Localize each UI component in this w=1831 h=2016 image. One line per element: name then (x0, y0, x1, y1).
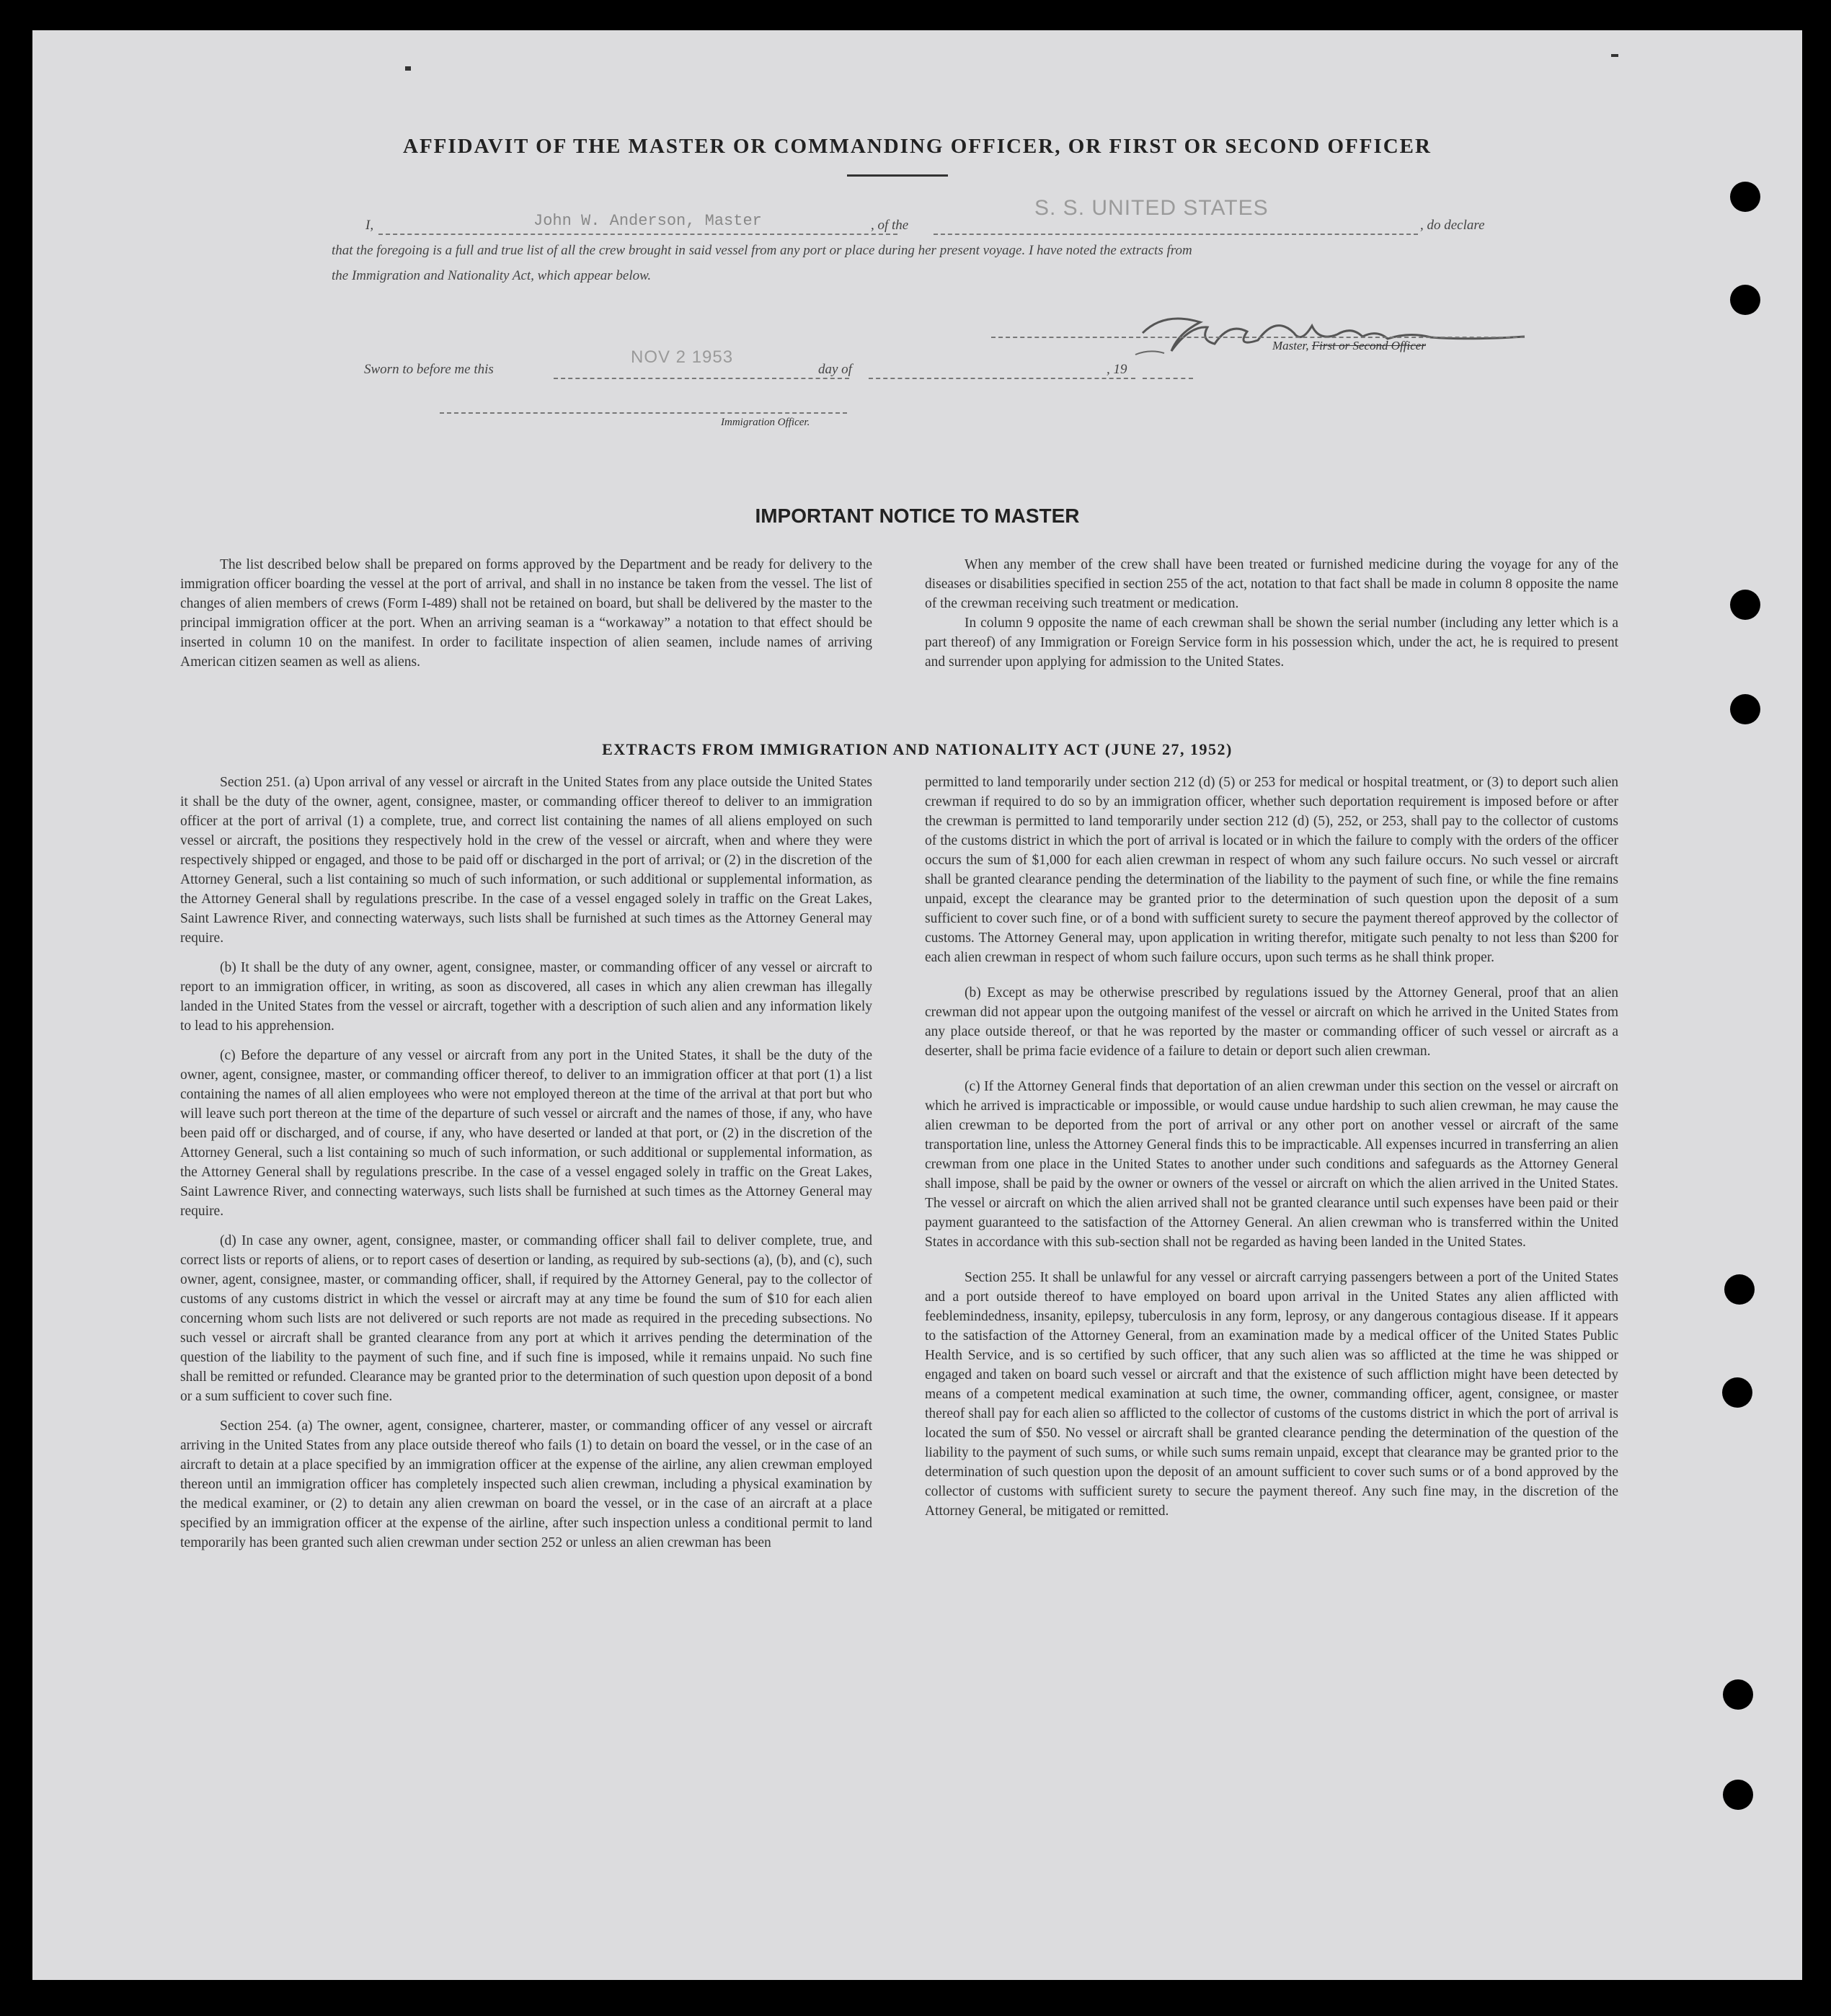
section-251-b: (b) It shall be the duty of any owner, agent, consignee, master, or commanding officer of any vessel or aircraft to report to an immigration officer, in writing, as soon as discovered, all cases in which any alien crewman has illegally landed in the United States from the vessel or aircraft, together with a description of such alien and any information likely to lead to his apprehension. (180, 960, 872, 1034)
vessel-line (934, 234, 1418, 235)
notice-heading: IMPORTANT NOTICE TO MASTER (755, 505, 1080, 527)
name-line (378, 234, 897, 235)
binder-hole (1723, 1780, 1753, 1810)
sworn-label: Sworn to before me this (364, 362, 494, 377)
sworn-month-line (869, 378, 1135, 379)
binder-hole (1730, 694, 1760, 724)
signature-caption (1272, 339, 1426, 353)
notice-right-paragraph-2: In column 9 opposite the name of each crewman shall be shown the serial number (including any letter which is a part thereof) of any Immigration or Foreign Service form in his possession which, under the act, he is required to present and surrender upon applying for admission to the United States. (925, 616, 1618, 670)
master-signature (1121, 283, 1539, 376)
binder-hole (1730, 182, 1760, 212)
of-the-label: , of the (871, 218, 909, 233)
section-254-a: Section 254. (a) The owner, agent, consignee, charterer, master, or commanding officer of any vessel or aircraft arriving in the United States from any place outside thereof who fails (1) to detain on board the vessel, or in the case of an aircraft to detain at a place specified by an immigration officer at the expense of the airline, any alien crewman employed thereon until an immigration officer has completely inspected such alien crewman, including a physical examination by the medical examiner, or (2) to detain any alien crewman on board the vessel, or in the case of an aircraft at a place specified by an immigration officer at the expense of the airline, after such inspection unless a conditional permit to land temporarily has been granted such alien crewman under section 252 or unless an alien crewman has been (180, 1418, 872, 1550)
sworn-day-line (554, 378, 849, 379)
section-254-c: (c) If the Attorney General finds that deportation of an alien crewman under this section on the vessel or aircraft on which he arrived is impracticable or impossible, or would cause undue hardship to such alien crewman, he may cause the alien crewman to be deported from the port of arrival or any other port on another vessel or aircraft of the same transportation line, unless the Attorney General finds this to be impracticable. All expenses incurred in transferring an alien crewman from one place in the United States to another under such conditions and safeguards as the Attorney General shall impose, shall be paid by the owner or owners of the vessel or aircraft on which the alien arrived in the United States. The vessel or aircraft on which the alien arrived shall not be granted clearance until such expenses have been paid or their payment guaranteed to the satisfaction of the Attorney General. An alien crewman who is transferred within the United States in accordance with this sub-section shall not be regarded as having been landed in the United States. (925, 1079, 1618, 1250)
declaration-statement-2: the Immigration and Nationality Act, which appear below. (332, 268, 652, 283)
section-251-d: (d) In case any owner, agent, consignee, master, or commanding officer shall fail to deliver complete, true, and correct lists or reports of aliens, or to report cases of desertion or landing, as required by sub-sections (a), (b), and (c), such owner, agent, consignee, master, or commanding officer, shall, if required by the Attorney General, pay to the collector of customs of any customs district in which the vessel or aircraft may at any time be found the sum of $10 for each alien concerning whom such lists are not delivered or such reports are not made as required in the preceding subsections. No such vessel or aircraft shall be granted clearance from any port at which it arrives pending the determination of the question of the liability to the payment of such fine, and if such fine is imposed, while it remains unpaid. No such fine shall be remitted or refunded. Clearance may be granted prior to the determination of such question upon deposit of a bond or a sum sufficient to cover such fine. (180, 1233, 872, 1404)
master-name: John W. Anderson, Master (533, 212, 762, 230)
year-label: , 19 (1107, 362, 1127, 377)
section-251-c: (c) Before the departure of any vessel or aircraft from any port in the United States, it shall be the duty of the owner, agent, consignee, master, or commanding officer thereof, to deliver to an immigration officer at that port (1) a list containing the names of all alien employees who were not employed thereon at the time of the arrival at that port but who will leave such port thereon at the time of the departure of such vessel or aircraft and the names of those, if any, who have been paid off or discharged, and of course, if any, who have deserted or landed at that port, or (2) in the discretion of the Attorney General, such a list containing so much of such information, or such additional or supplemental information, as the Attorney General shall by regulations prescribe. In the case of a vessel engaged solely in traffic on the Great Lakes, Saint Lawrence River, and connecting waterways, such lists shall be furnished at such times as the Attorney General may require. (180, 1048, 872, 1219)
extracts-left-column (180, 773, 872, 1563)
day-of-label: day of (818, 362, 852, 377)
section-254-a-continued: permitted to land temporarily under section 212 (d) (5) or 253 for medical or hospital treatment, or (3) to deport such alien crewman if required to do so by an immigration officer, whether such deportation requirement is imposed before or after the crewman is permitted to land temporarily under section 212 (d) (5), 252, or 253, shall pay to the collector of customs of the customs district in which the port of arrival is located or in which the failure to comply with the orders of the officer occurs the sum of $1,000 for each alien crewman in respect of whom any such failure occurs. No such vessel or aircraft shall be granted clearance pending the determination of the liability to the payment of such fine, or while the fine remains unpaid, except the clearance may be granted prior to the determination of such question upon the deposit of a sum sufficient to cover such fine, or of a bond with sufficient surety to secure the payment thereof approved by the collector of customs. The Attorney General may, upon application in writing therefor, mitigate such penalty to not less than $200 for each alien crewman in respect of whom such failure occurs, upon such terms as he shall think proper. (925, 775, 1618, 965)
binder-hole (1730, 590, 1760, 620)
caption-struck-officer: First or Second Officer (1311, 339, 1426, 352)
binder-hole (1730, 285, 1760, 315)
officer-caption: Immigration Officer. (721, 417, 810, 428)
section-251-a: Section 251. (a) Upon arrival of any vessel or aircraft in the United States from any place outside the United States it shall be the duty of the owner, agent, consignee, master, or commanding officer thereof to deliver to an immigration officer at the port of arrival (1) a complete, true, and correct list containing the names of all aliens employed on such vessel or aircraft, the positions they respectively hold in the crew of the vessel or aircraft, when and where they were respectively shipped or engaged, and those to be paid off or discharged in the port of arrival; or (2) in the discretion of the Attorney General, such a list containing so much of such information, or such additional or supplemental information, as the Attorney General shall by regulations prescribe. In the case of a vessel engaged solely in traffic on the Great Lakes, Saint Lawrence River, and connecting waterways, such lists shall be furnished at such times as the Attorney General may require. (180, 775, 872, 946)
binder-hole (1722, 1377, 1752, 1408)
scan-speck (1611, 54, 1618, 57)
caption-master: Master, (1272, 339, 1309, 352)
sworn-date-stamp: NOV 2 1953 (631, 347, 734, 367)
binder-hole (1724, 1274, 1755, 1305)
extracts-right-column (925, 773, 1618, 1531)
notice-right-column (925, 555, 1618, 682)
title-rule (847, 174, 948, 177)
document-page (32, 30, 1802, 1980)
section-254-b: (b) Except as may be otherwise prescribed by regulations issued by the Attorney General, proof that an alien crewman did not appear upon the outgoing manifest of the vessel or aircraft on which he arrived in the United States from any place outside thereof, or that he was reported by the master or commanding officer of such vessel or aircraft as a deserter, shall be prima facie evidence of a failure to detain or deport such alien crewman. (925, 985, 1618, 1059)
binder-hole (1723, 1679, 1753, 1710)
scan-speck (405, 66, 411, 71)
year-line (1143, 378, 1193, 379)
notice-right-paragraph-1: When any member of the crew shall have been treated or furnished medicine during the voyage for any of the diseases or disabilities specified in section 255 of the act, notation to that fact shall be made in column 8 opposite the name of the crewman receiving such treatment or medication. (925, 557, 1618, 611)
notice-left-column (180, 555, 872, 682)
signature-line (991, 337, 1525, 338)
section-255: Section 255. It shall be unlawful for any vessel or aircraft carrying passengers between a port of the United States and a port outside thereof to have employed on board upon arrival in the United States any alien afflicted with feeblemindedness, insanity, epilepsy, tuberculosis in any form, leprosy, or any dangerous contagious disease. If it appears to the satisfaction of the Attorney General, from an examination made by a medical officer of the United States Public Health Service, and is so certified by such officer, that any such alien was so afflicted at the time he was shipped or engaged and taken on board such vessel or aircraft and that the existence of such affliction might have been detected by means of a competent medical examination at such time, the owner, commanding officer, agent, consignee, or master thereof shall pay for each alien so afflicted to the collector of customs of the customs district in which the port of arrival is located the sum of $50. No vessel or aircraft shall be granted clearance pending the determination of the question of the liability to the payment of such sums, or while such sums remain unpaid, except that clearance may be granted prior to the determination of such question upon the deposit of an amount sufficient to cover such sums or of a bond approved by the collector of customs with sufficient surety to secure the payment thereof. Any such fine may, in the discretion of the Attorney General, be mitigated or remitted. (925, 1270, 1618, 1519)
extracts-heading: EXTRACTS FROM IMMIGRATION AND NATIONALITY ACT (JUNE 27, 1952) (602, 740, 1233, 758)
vessel-name: S. S. UNITED STATES (1034, 196, 1269, 220)
do-declare-label: , do declare (1420, 218, 1485, 233)
i-label: I, (365, 218, 374, 233)
declaration-statement-1: that the foregoing is a full and true list of all the crew brought in said vessel from any port or place during her present voyage. I have noted the extracts from (332, 243, 1192, 258)
affidavit-title: AFFIDAVIT OF THE MASTER OR COMMANDING OFFICER, OR FIRST OR SECOND OFFICER (403, 135, 1432, 158)
notice-left-paragraph: The list described below shall be prepared on forms approved by the Department and be ready for delivery to the immigration officer boarding the vessel at the port of arrival, and shall in no instance be taken from the vessel. The list of changes of alien members of crews (Form I-489) shall not be retained on board, but shall be delivered by the master to the principal immigration officer at the port. When an arriving seaman is a “workaway” a notation to that effect should be inserted in column 10 on the manifest. In order to facilitate inspection of alien seamen, include names of arriving American citizen seamen as well as aliens. (180, 557, 872, 670)
officer-line (440, 412, 847, 414)
